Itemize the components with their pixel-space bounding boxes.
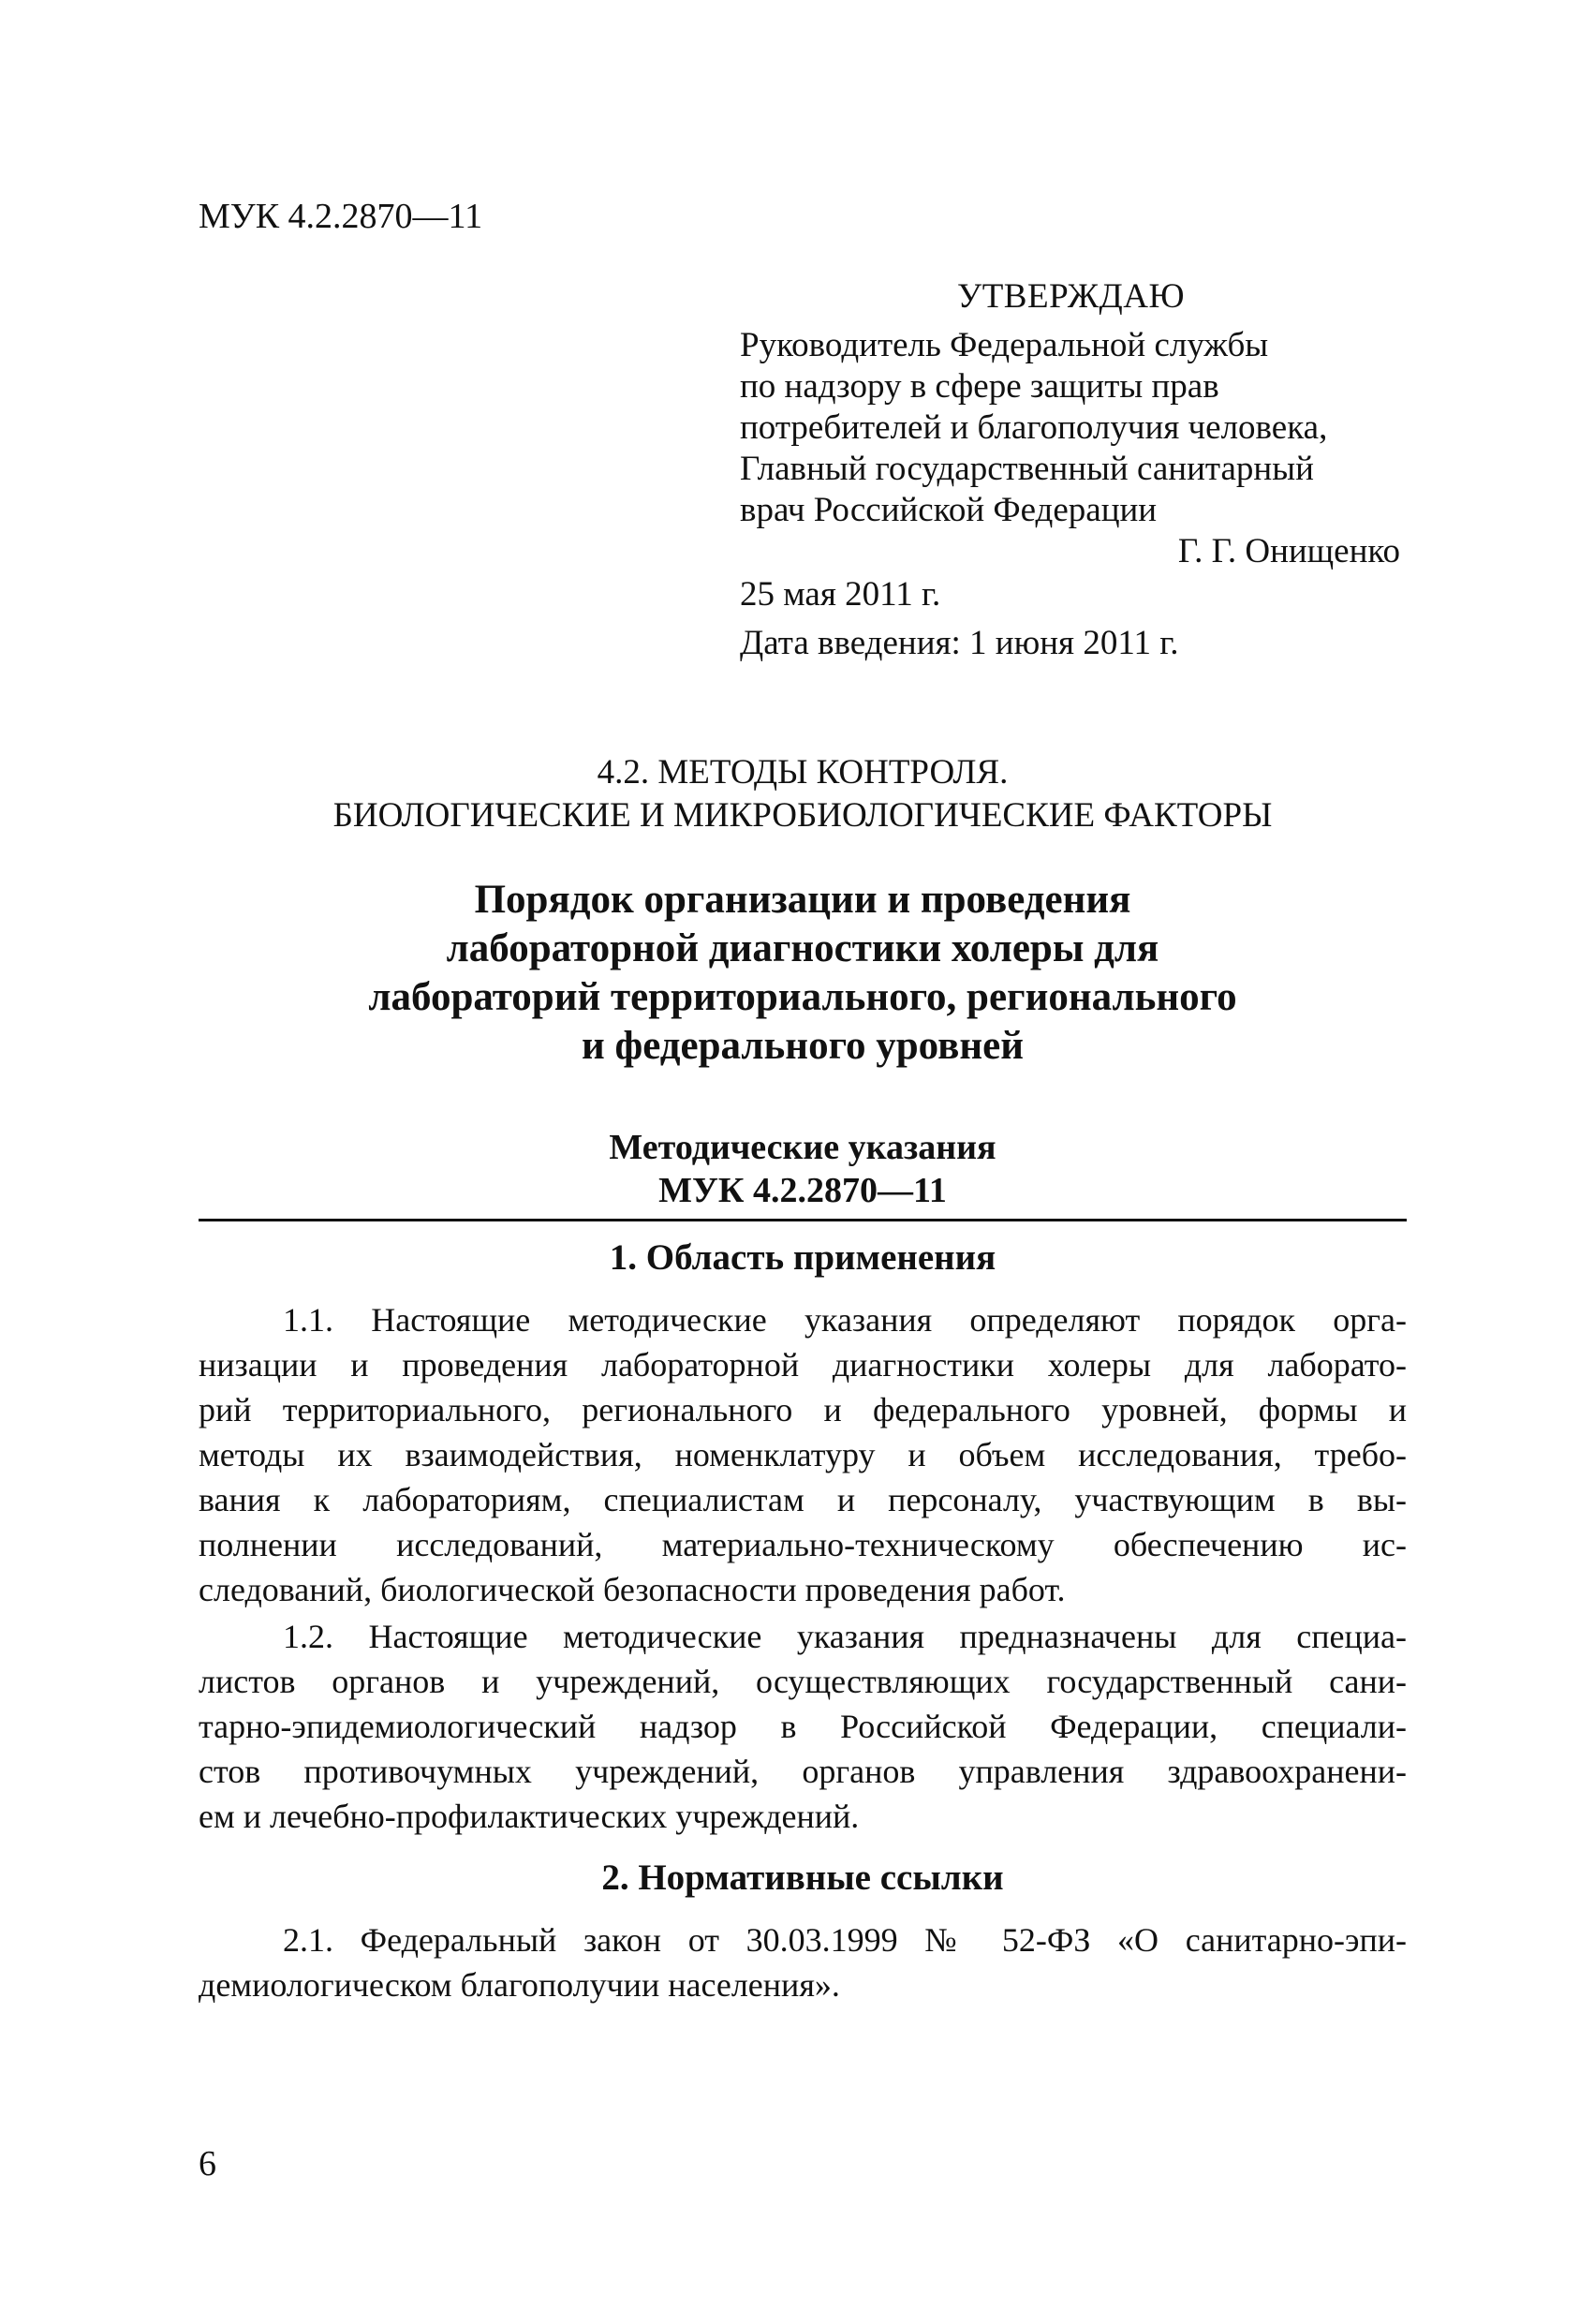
paragraph-line: ем и лечебно-профилактических учреждений. (199, 1798, 860, 1835)
approval-line: потребителей и благополучия человека, (740, 408, 1328, 447)
paragraph-line: стов противочумных учреждений, органов управления здравоохранени- (199, 1753, 1407, 1790)
document-type-line: Методические указания (609, 1128, 996, 1167)
approval-block (740, 276, 1410, 664)
document-code-header: МУК 4.2.2870—11 (199, 197, 483, 236)
paragraph-1-1 (199, 1297, 1407, 1612)
horizontal-rule (199, 1219, 1407, 1221)
paragraph-line: тарно-эпидемиологический надзор в Российской Федерации, специали- (199, 1708, 1407, 1745)
paragraph-line: рий территориального, регионального и федерального уровней, формы и (199, 1391, 1407, 1428)
approval-date: 25 мая 2011 г. (740, 575, 941, 614)
section-1-heading: 1. Область применения (609, 1237, 996, 1278)
paragraph-line: низации и проведения лабораторной диагностики холеры для лаборато- (199, 1346, 1407, 1384)
paragraph-1-2 (199, 1614, 1407, 1839)
approval-line: по надзору в сфере защиты прав (740, 367, 1219, 406)
section-heading (199, 751, 1407, 837)
title-line: лабораторий территориального, регионального (368, 975, 1237, 1019)
paragraph-line: следований, биологической безопасности проведения работ. (199, 1571, 1066, 1608)
approval-line: Руководитель Федеральной службы (740, 326, 1269, 364)
title-line: и федерального уровней (582, 1024, 1024, 1068)
paragraph-line: 2.1. Федеральный закон от 30.03.1999 № 52-ФЗ «О санитарно-эпи- (283, 1921, 1407, 1959)
page-number: 6 (199, 2144, 216, 2183)
paragraph-line: листов органов и учреждений, осуществляющих государственный сани- (199, 1663, 1407, 1700)
signer-name: Г. Г. Онищенко (1177, 532, 1400, 570)
approval-title: УТВЕРЖДАЮ (957, 277, 1185, 316)
document-type (199, 1126, 1407, 1212)
paragraph-line: полнении исследований, материально-техническому обеспечению ис- (199, 1526, 1407, 1563)
title-line: лабораторной диагностики холеры для (446, 926, 1159, 970)
section-heading-line: БИОЛОГИЧЕСКИЕ И МИКРОБИОЛОГИЧЕСКИЕ ФАКТОРЫ (332, 796, 1273, 835)
section-2-heading: 2. Нормативные ссылки (601, 1858, 1004, 1898)
section-heading-line: 4.2. МЕТОДЫ КОНТРОЛЯ. (597, 753, 1009, 792)
paragraph-line: 1.2. Настоящие методические указания предназначены для специа- (283, 1618, 1407, 1655)
paragraph-line: демиологическом благополучии населения». (199, 1966, 840, 2004)
approval-line: врач Российской Федерации (740, 491, 1158, 529)
paragraph-line: 1.1. Настоящие методические указания определяют порядок орга- (283, 1301, 1407, 1339)
approval-line: Главный государственный санитарный (740, 450, 1314, 488)
document-title (199, 876, 1407, 1071)
introduction-date: Дата введения: 1 июня 2011 г. (740, 624, 1179, 662)
paragraph-line: методы их взаимодействия, номенклатуру и объем исследования, требо- (199, 1436, 1407, 1473)
paragraph-line: вания к лабораториям, специалистам и персоналу, участвующим в вы- (199, 1481, 1407, 1518)
title-line: Порядок организации и проведения (474, 878, 1131, 922)
paragraph-2-1 (199, 1917, 1407, 2007)
document-type-line: МУК 4.2.2870—11 (658, 1171, 947, 1210)
